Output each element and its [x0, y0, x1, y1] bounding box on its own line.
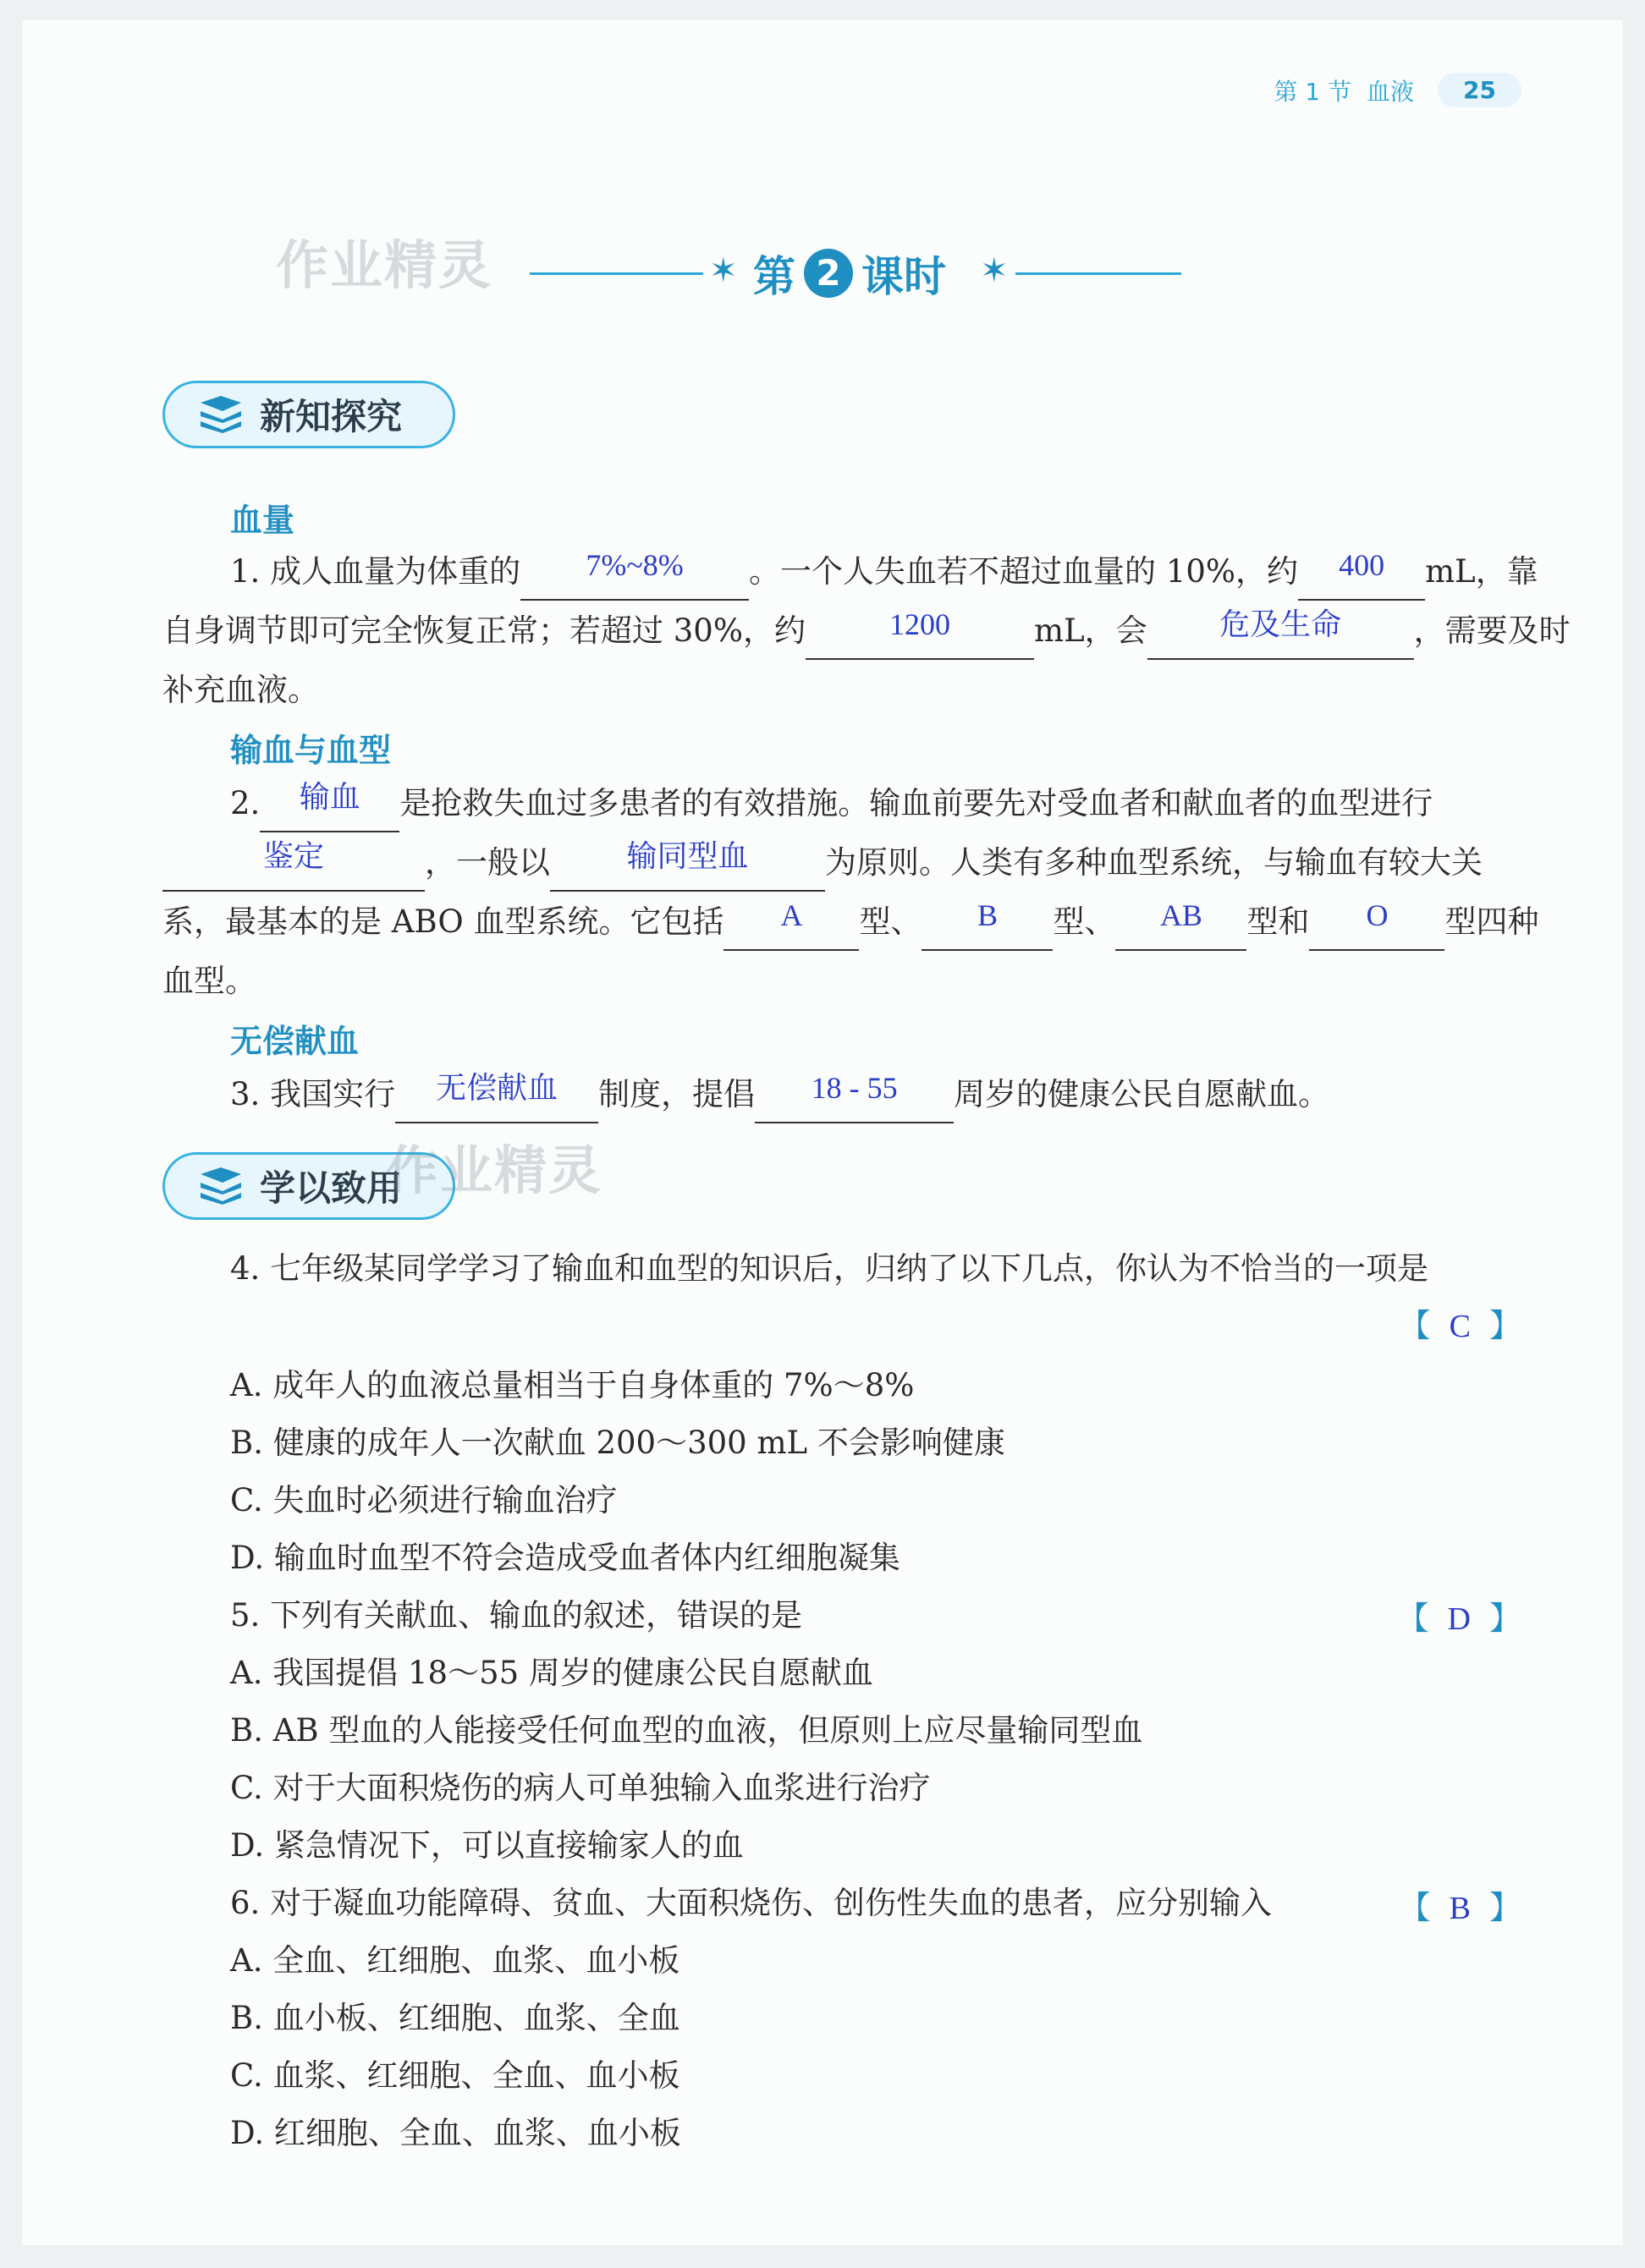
option: C. 对于大面积烧伤的病人可单独输入血浆进行治疗 [230, 1770, 931, 1806]
lesson-prefix: 第 [753, 252, 795, 301]
q1-text: mL，会 [1034, 612, 1147, 649]
q2-line1 [230, 775, 1543, 832]
answer-blank [260, 780, 399, 832]
q1-text: mL，靠 [1425, 553, 1538, 590]
q2-text: 型、 [859, 903, 922, 940]
answer-text: 18 - 55 [811, 1071, 898, 1105]
answer-text: O [1366, 898, 1389, 932]
answer-text: 7%~8% [586, 548, 684, 582]
q3-text: 周岁的健康公民自愿献血。 [954, 1076, 1330, 1112]
books-icon [197, 1167, 245, 1205]
q4-answer: C [1449, 1309, 1471, 1344]
option: D. 输血时血型不符会造成受血者体内红细胞凝集 [230, 1540, 900, 1576]
answer-text: 危及生命 [1219, 607, 1342, 641]
answer-blank [1115, 898, 1246, 951]
q3-text: 3. 我国实行 [230, 1076, 396, 1112]
answer-blank [520, 548, 749, 601]
q2-text: 为原则。人类有多种血型系统，与输血有较大关 [825, 844, 1483, 881]
q4-answer-bracket: 【 C 】 [1398, 1307, 1521, 1344]
section-explore-label: 新知探究 [260, 396, 403, 437]
page-header [1274, 73, 1521, 107]
books-icon [197, 396, 245, 433]
option: A. 成年人的血液总量相当于自身体重的 7%～8% [230, 1367, 915, 1403]
q1-line1 [230, 543, 1543, 601]
answer-blank [922, 898, 1053, 951]
q2-line3 [162, 893, 1543, 951]
q1-text: 自身调节即可完全恢复正常；若超过 30%，约 [162, 612, 806, 649]
option: D. 紧急情况下，可以直接输家人的血 [230, 1827, 744, 1864]
answer-text: A [780, 898, 803, 932]
option: A. 我国提倡 18～55 周岁的健康公民自愿献血 [230, 1655, 873, 1691]
q2-text: 是抢救失血过多患者的有效措施。输血前要先对受血者和献血者的血型进行 [399, 785, 1433, 821]
q5-stem: 5. 下列有关献血、输血的叙述，错误的是 [230, 1597, 803, 1634]
option: B. 血小板、红细胞、血浆、全血 [230, 2000, 680, 2036]
q5-answer-bracket: 【 D 】 [1396, 1600, 1521, 1637]
answer-blank [806, 607, 1034, 660]
option: D. 红细胞、全血、血浆、血小板 [230, 2115, 681, 2151]
watermark: 作业精灵 [276, 234, 493, 296]
option: A. 全血、红细胞、血浆、血小板 [230, 1942, 680, 1979]
subhead-donation: 无偿献血 [230, 1023, 360, 1060]
answer-blank [755, 1071, 954, 1123]
section-explore-header [162, 381, 455, 448]
answer-text: 输同型血 [626, 839, 749, 873]
option: B. 健康的成年人一次献血 200～300 mL 不会影响健康 [230, 1425, 1005, 1461]
answer-text: 输血 [299, 780, 360, 814]
q6-answer-bracket: 【 B 】 [1398, 1889, 1521, 1926]
q2-text: 2. [230, 785, 261, 821]
answer-text: 1200 [889, 607, 950, 641]
q3-text: 制度，提倡 [598, 1076, 756, 1112]
q1-line3: 补充血液。 [162, 672, 319, 708]
subhead-blood-volume: 血量 [230, 502, 295, 539]
q2-text: 型和 [1246, 903, 1310, 940]
banner-line-right [1015, 272, 1181, 275]
section-apply-label: 学以致用 [260, 1167, 403, 1209]
answer-text: AB [1159, 898, 1202, 932]
option: C. 失血时必须进行输血治疗 [230, 1482, 618, 1518]
page [22, 20, 1623, 2245]
subhead-transfusion: 输血与血型 [230, 732, 392, 769]
chapter-title: 血液 [1367, 77, 1415, 106]
answer-blank [1147, 607, 1414, 660]
q2-text: ，一般以 [425, 844, 550, 881]
option: B. AB 型血的人能接受任何血型的血液，但原则上应尽量输同型血 [230, 1712, 1143, 1749]
lesson-number: 2 [804, 249, 853, 298]
answer-text: B [977, 898, 998, 932]
q3-line1 [230, 1066, 1543, 1123]
option: C. 血浆、红细胞、全血、血小板 [230, 2057, 680, 2094]
q4-stem: 4. 七年级某同学学习了输血和血型的知识后，归纳了以下几点，你认为不恰当的一项是 [230, 1250, 1429, 1287]
answer-blank [1298, 548, 1425, 601]
star-icon: ✶ [709, 251, 738, 290]
answer-text: 无偿献血 [436, 1071, 558, 1105]
q1-line2 [162, 602, 1571, 660]
q1-text: ，需要及时 [1413, 612, 1571, 649]
q2-line4: 血型。 [162, 963, 256, 999]
answer-text: 400 [1339, 548, 1385, 582]
lesson-suffix: 课时 [861, 252, 946, 301]
answer-blank [550, 839, 825, 892]
answer-blank [162, 839, 425, 892]
star-icon: ✶ [980, 251, 1009, 290]
q6-answer: B [1449, 1891, 1471, 1926]
q2-line2 [162, 834, 1543, 892]
lesson-banner [530, 236, 1181, 304]
watermark: 作业精灵 [386, 1139, 603, 1201]
q5-answer: D [1447, 1601, 1471, 1637]
lesson-title [753, 243, 946, 304]
answer-blank [1309, 898, 1444, 951]
q6-stem: 6. 对于凝血功能障碍、贫血、大面积烧伤、创伤性失血的患者，应分别输入 [230, 1885, 1273, 1921]
answer-text: 鉴定 [262, 839, 324, 873]
answer-blank [395, 1071, 598, 1123]
q2-text: 系，最基本的是 ABO 血型系统。它包括 [162, 903, 724, 940]
banner-line-left [530, 272, 703, 275]
q1-text: 1. 成人血量为体重的 [230, 553, 521, 590]
q2-text: 型四种 [1444, 903, 1539, 940]
page-number: 25 [1438, 73, 1521, 107]
q1-text: 。一个人失血若不超过血量的 10%，约 [749, 553, 1299, 590]
q2-text: 型、 [1053, 903, 1116, 940]
answer-blank [723, 898, 859, 951]
section-label: 第 1 节 [1274, 77, 1352, 106]
